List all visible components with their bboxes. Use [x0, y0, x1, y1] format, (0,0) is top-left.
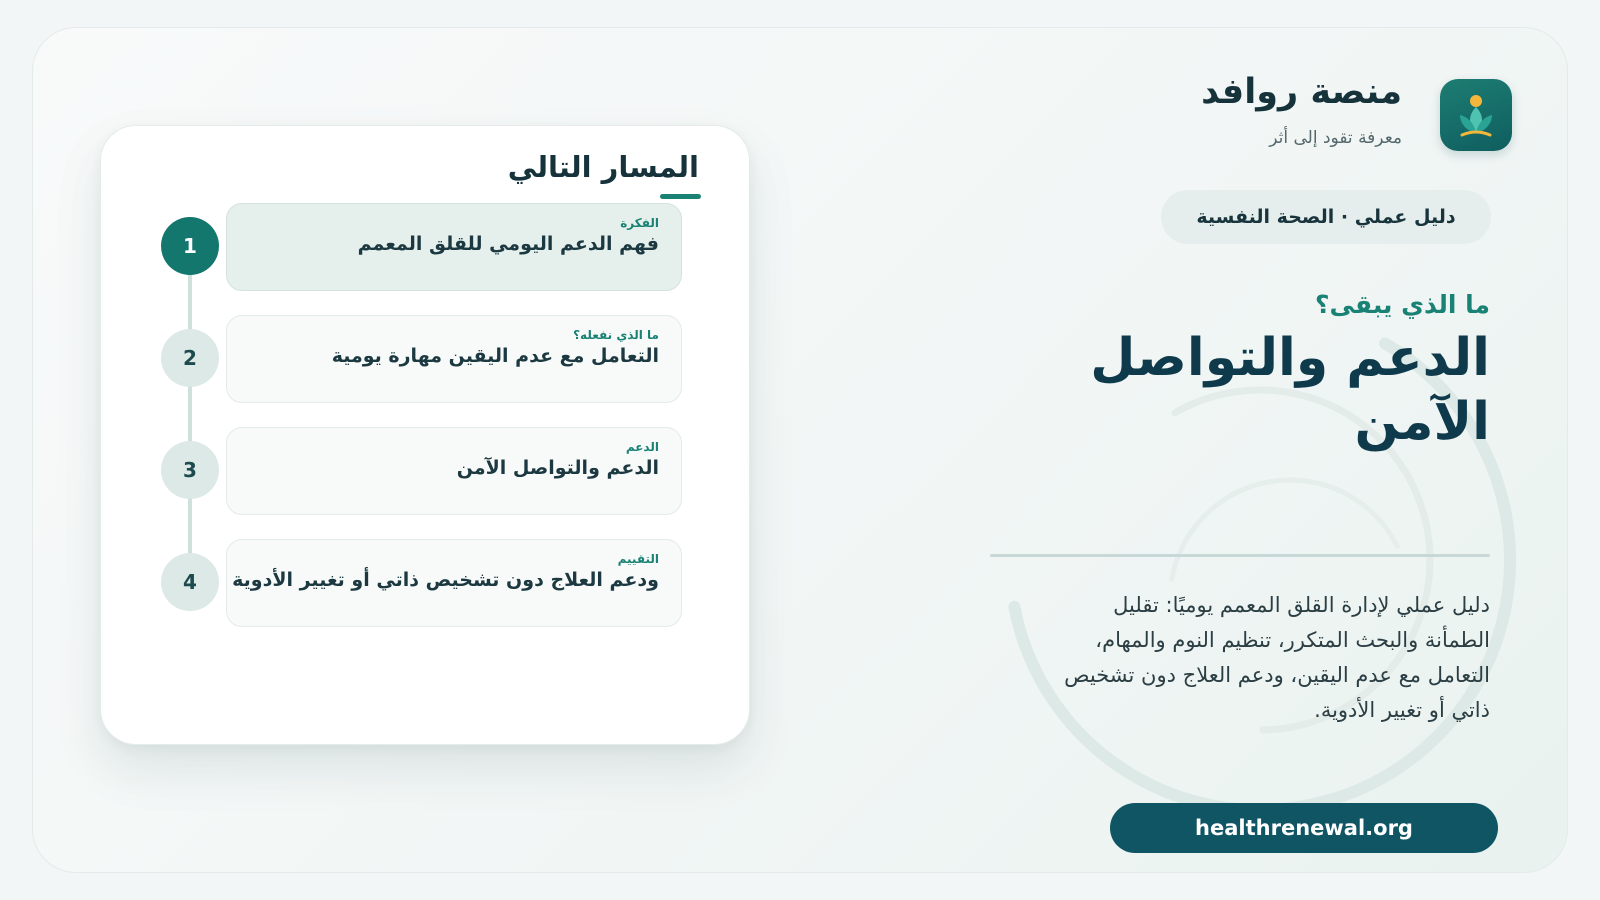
headline: الدعم والتواصل الآمن [1090, 328, 1490, 452]
step-number-4: 4 [161, 553, 219, 611]
brand-name: منصة روافد [1201, 72, 1402, 112]
divider [990, 554, 1490, 557]
website-link[interactable]: healthrenewal.org [1110, 803, 1498, 853]
lotus-sun-icon [1450, 89, 1502, 141]
description: دليل عملي لإدارة القلق المعمم يوميًا: تقليل الطمأنة والبحث المتكرر، تنظيم النوم والمهام، التعامل مع عدم اليقين، ودعم العلاج دون تشخيص ذاتي أو تغيير الأدوية. [1064, 593, 1490, 722]
step-title: ودعم العلاج دون تشخيص ذاتي أو تغيير الأدوية [232, 569, 659, 591]
step-title: الدعم والتواصل الآمن [456, 457, 659, 479]
step-number-1: 1 [161, 217, 219, 275]
card-title: المسار التالي [507, 150, 699, 184]
step-number-2: 2 [161, 329, 219, 387]
step-label: ما الذي نفعله؟ [573, 328, 659, 342]
category-badge: دليل عملي · الصحة النفسية [1161, 190, 1491, 244]
step-item-1[interactable] [226, 203, 682, 291]
step-item-4[interactable] [226, 539, 682, 627]
timeline-line [188, 246, 192, 586]
kicker-question: ما الذي يبقى؟ [1315, 290, 1490, 319]
brand-tagline: معرفة تقود إلى أثر [1269, 128, 1402, 148]
step-title: التعامل مع عدم اليقين مهارة يومية [331, 345, 659, 367]
step-number-3: 3 [161, 441, 219, 499]
step-label: الفكرة [620, 216, 659, 230]
step-label: الدعم [625, 440, 659, 454]
next-path-card [100, 125, 750, 745]
step-title: فهم الدعم اليومي للقلق المعمم [357, 233, 659, 255]
step-label: التقييم [617, 552, 659, 566]
step-item-3[interactable] [226, 427, 682, 515]
brand-logo [1440, 79, 1512, 151]
step-item-2[interactable] [226, 315, 682, 403]
title-underline [660, 194, 701, 199]
